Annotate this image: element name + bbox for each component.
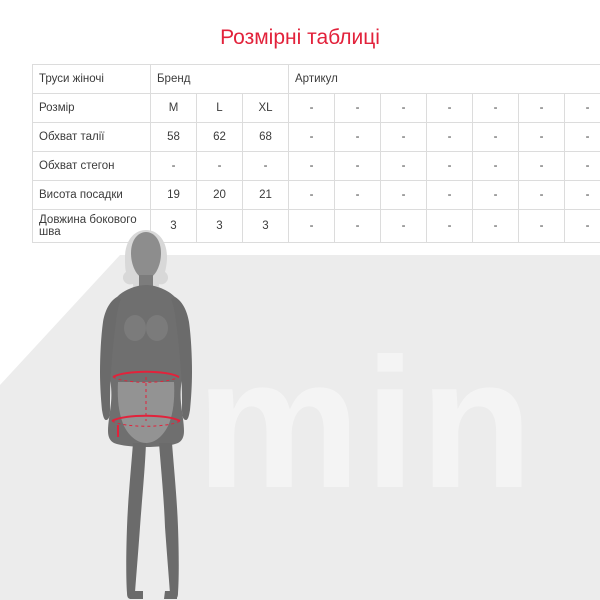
row-label: Розмір (33, 94, 151, 123)
table-row (33, 94, 600, 123)
table-cell: 3 (151, 210, 197, 243)
table-cell: - (427, 94, 473, 123)
table-header-article: Артикул (289, 65, 600, 94)
table-cell: - (427, 210, 473, 243)
table-cell: - (519, 210, 565, 243)
table-cell: - (381, 94, 427, 123)
table-cell: - (519, 94, 565, 123)
watermark-min (196, 321, 537, 527)
table-cell: 3 (197, 210, 243, 243)
table-cell: 3 (243, 210, 289, 243)
table-cell: XL (243, 94, 289, 123)
table-header-row (33, 65, 600, 94)
size-table-container (32, 64, 590, 243)
table-cell: - (335, 210, 381, 243)
table-cell: - (151, 152, 197, 181)
size-table (32, 64, 600, 243)
table-cell: - (565, 181, 600, 210)
table-cell: - (427, 123, 473, 152)
table-cell: 20 (197, 181, 243, 210)
table-cell: - (289, 210, 335, 243)
table-cell: L (197, 94, 243, 123)
table-cell: - (289, 94, 335, 123)
table-cell: 62 (197, 123, 243, 152)
table-cell: - (335, 94, 381, 123)
table-cell: - (519, 152, 565, 181)
table-cell: - (473, 181, 519, 210)
table-cell: - (473, 210, 519, 243)
table-cell: - (519, 181, 565, 210)
table-cell: - (289, 152, 335, 181)
illustration-area (0, 225, 600, 600)
row-label: Обхват талії (33, 123, 151, 152)
row-label: Довжина бокового шва (33, 210, 151, 243)
page-title: Розмірні таблиці (220, 26, 380, 49)
table-row (33, 152, 600, 181)
table-cell: - (473, 123, 519, 152)
table-cell: - (519, 123, 565, 152)
table-cell: 68 (243, 123, 289, 152)
table-header-category: Труси жіночі (33, 65, 151, 94)
table-cell: - (427, 181, 473, 210)
table-cell: - (197, 152, 243, 181)
table-cell: - (565, 210, 600, 243)
table-cell: - (381, 210, 427, 243)
table-cell: 21 (243, 181, 289, 210)
table-cell: - (243, 152, 289, 181)
table-cell: - (565, 94, 600, 123)
table-cell: - (381, 181, 427, 210)
watermark-text: min (196, 321, 537, 527)
table-cell: - (335, 123, 381, 152)
table-cell: 58 (151, 123, 197, 152)
table-cell: - (289, 123, 335, 152)
table-cell: - (289, 181, 335, 210)
table-cell: - (335, 152, 381, 181)
table-cell: 19 (151, 181, 197, 210)
table-cell: M (151, 94, 197, 123)
table-cell: - (381, 152, 427, 181)
row-label: Висота посадки (33, 181, 151, 210)
row-label: Обхват стегон (33, 152, 151, 181)
table-row (33, 123, 600, 152)
table-cell: - (473, 94, 519, 123)
table-cell: - (565, 123, 600, 152)
table-cell: - (427, 152, 473, 181)
table-cell: - (335, 181, 381, 210)
table-header-brand: Бренд (151, 65, 289, 94)
table-cell: - (565, 152, 600, 181)
table-cell: - (473, 152, 519, 181)
table-cell: - (381, 123, 427, 152)
table-row (33, 181, 600, 210)
